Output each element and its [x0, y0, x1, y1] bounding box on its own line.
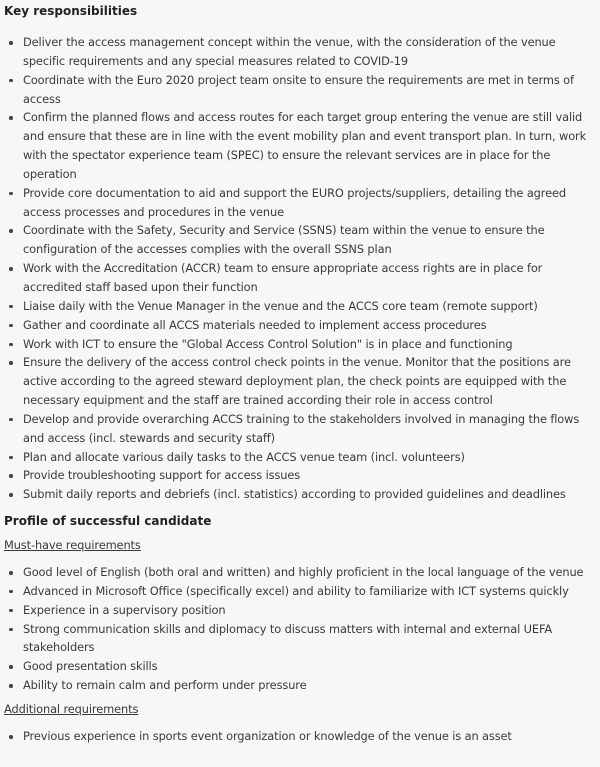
bullet-icon	[9, 735, 13, 739]
additional-requirements-subheading: Additional requirements	[4, 702, 139, 716]
list-item	[4, 221, 596, 259]
bullet-icon	[9, 474, 13, 478]
list-item-text: Confirm the planned flows and access routes for each target group entering the venue are still valid and ensure that these are in line with the event mobility plan and event transport plan. In turn, work with the spectator experience team (SPEC) to ensure the relevant services are in place for the operation	[23, 110, 587, 181]
list-item	[4, 108, 596, 183]
list-item	[4, 259, 596, 297]
bullet-icon	[9, 116, 13, 120]
bullet-icon	[9, 684, 13, 688]
bullet-icon	[9, 361, 13, 365]
list-item-text: Ability to remain calm and perform under pressure	[23, 678, 307, 693]
must-have-requirements-list	[4, 563, 596, 695]
bullet-icon	[9, 418, 13, 422]
list-item-text: Liaise daily with the Venue Manager in the venue and the ACCS core team (remote support)	[23, 298, 538, 313]
list-item-text: Good presentation skills	[23, 659, 158, 674]
list-item-text: Experience in a supervisory position	[23, 602, 226, 617]
list-item	[4, 657, 596, 676]
bullet-icon	[9, 571, 13, 575]
list-item	[4, 448, 596, 467]
bullet-icon	[9, 324, 13, 328]
list-item	[4, 727, 596, 746]
bullet-icon	[9, 609, 13, 613]
list-item	[4, 676, 596, 695]
bullet-icon	[9, 229, 13, 233]
list-item-text: Ensure the delivery of the access control check points in the venue. Monitor that the positions are active according to the agreed steward deployment plan, the check points are equipped with the necessary equipment and the staff are trained according their role in access control	[23, 355, 571, 408]
bullet-icon	[9, 628, 13, 632]
list-item	[4, 601, 596, 620]
bullet-icon	[9, 305, 13, 309]
bullet-icon	[9, 79, 13, 83]
list-item-text: Provide troubleshooting support for access issues	[23, 468, 301, 483]
list-item-text: Submit daily reports and debriefs (incl. statistics) according to provided guidelines and deadlines	[23, 487, 566, 502]
list-item	[4, 184, 596, 222]
list-item-text: Good level of English (both oral and written) and highly proficient in the local language of the venue	[23, 565, 584, 580]
list-item-text: Deliver the access management concept within the venue, with the consideration of the venue specific requirements and any special measures related to COVID-19	[23, 35, 556, 68]
bullet-icon	[9, 665, 13, 669]
key-responsibilities-heading: Key responsibilities	[4, 4, 138, 18]
list-item-text: Develop and provide overarching ACCS training to the stakeholders involved in managing the flows and access (incl. stewards and security staff)	[23, 411, 580, 445]
list-item	[4, 563, 596, 582]
bullet-icon	[9, 192, 13, 196]
bullet-icon	[9, 456, 13, 460]
list-item	[4, 335, 596, 354]
list-item-text: Strong communication skills and diplomacy to discuss matters with internal and external UEFA stakeholders	[23, 621, 553, 655]
list-item-text: Advanced in Microsoft Office (specifically excel) and ability to familiarize with ICT systems quickly	[23, 583, 569, 598]
list-item	[4, 485, 596, 504]
list-item-text: Provide core documentation to aid and support the EURO projects/suppliers, detailing the agreed access processes and procedures in the venue	[23, 185, 566, 219]
list-item-text: Work with ICT to ensure the "Global Access Control Solution" is in place and functioning	[23, 336, 513, 351]
bullet-icon	[9, 343, 13, 347]
bullet-icon	[9, 493, 13, 497]
list-item-text: Coordinate with the Euro 2020 project team onsite to ensure the requirements are met in terms of access	[23, 72, 574, 106]
list-item-text: Previous experience in sports event organization or knowledge of the venue is an asset	[23, 729, 512, 743]
bullet-icon	[9, 590, 13, 594]
list-item	[4, 353, 596, 410]
list-item	[4, 466, 596, 485]
list-item-text: Work with the Accreditation (ACCR) team to ensure appropriate access rights are in place for accredited staff based upon their function	[23, 261, 543, 294]
profile-heading: Profile of successful candidate	[4, 514, 212, 529]
must-have-requirements-subheading: Must-have requirements	[4, 538, 141, 553]
bullet-icon	[9, 267, 13, 271]
list-item	[4, 71, 596, 109]
responsibilities-list	[4, 33, 596, 504]
list-item	[4, 410, 596, 448]
list-item-text: Plan and allocate various daily tasks to the ACCS venue team (incl. volunteers)	[23, 449, 465, 464]
list-item	[4, 297, 596, 316]
list-item	[4, 33, 596, 71]
list-item	[4, 316, 596, 335]
bullet-icon	[9, 41, 13, 45]
additional-requirements-list	[4, 727, 596, 746]
list-item	[4, 620, 596, 658]
list-item	[4, 582, 596, 601]
list-item-text: Gather and coordinate all ACCS materials needed to implement access procedures	[23, 317, 487, 332]
list-item-text: Coordinate with the Safety, Security and Service (SSNS) team within the venue to ensure the configuration of the accesses complies with the overall SSNS plan	[23, 223, 545, 257]
